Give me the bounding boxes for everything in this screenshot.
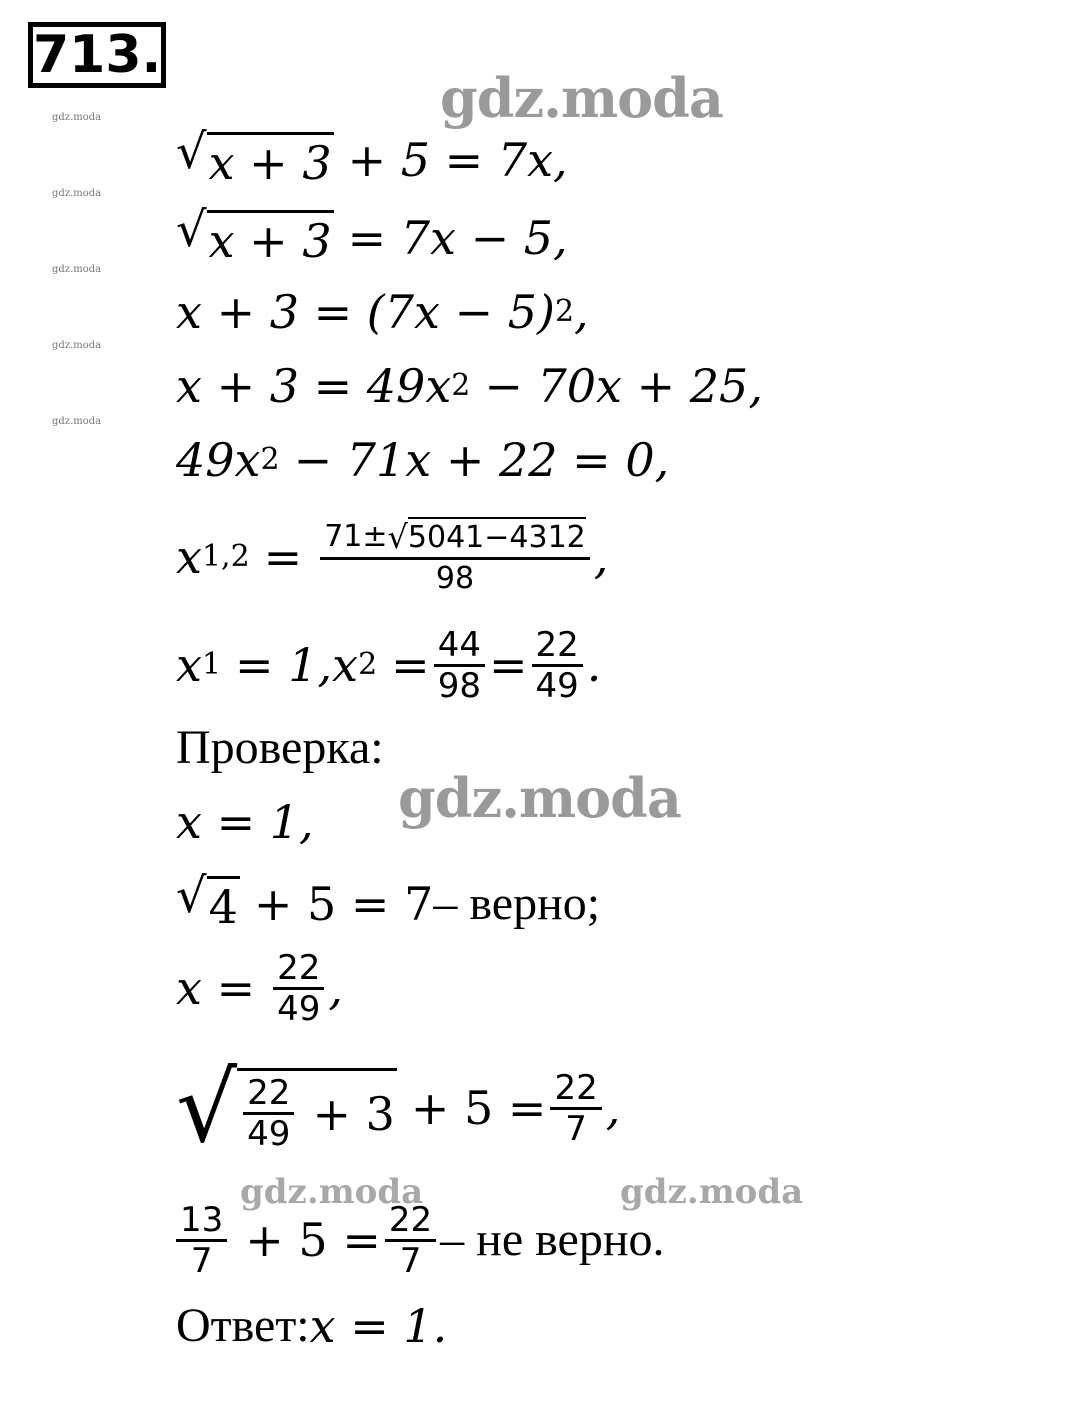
numerator: [320, 517, 590, 560]
sqrt: [176, 868, 240, 935]
punctuation: ,: [574, 285, 589, 339]
denominator: 7: [565, 1108, 587, 1149]
numerator: 22: [385, 1201, 436, 1242]
expression: + 5 =: [245, 1213, 381, 1267]
denominator: 7: [399, 1240, 422, 1281]
sqrt: [176, 124, 334, 191]
equation-line-13: [176, 1192, 665, 1288]
denominator: 7: [190, 1240, 213, 1281]
watermark-small: gdz.moda: [52, 264, 102, 275]
fraction: [273, 949, 324, 1028]
punctuation: .: [586, 638, 602, 692]
radical-sign: √: [176, 202, 207, 258]
check-label: Проверка:: [176, 721, 384, 774]
denominator: 98: [435, 560, 475, 596]
radicand: [237, 1068, 397, 1156]
answer-line: [176, 1298, 447, 1354]
fraction: [243, 1074, 294, 1153]
radicand: x + 3: [207, 210, 334, 269]
check-heading: [176, 720, 384, 776]
equation-line-9: [176, 794, 314, 850]
equation-line-12: [176, 1048, 620, 1168]
punctuation: ,: [605, 1081, 621, 1135]
equation-line-6: x 1,2 = 71± √ 5041−4312 98 ,: [176, 517, 609, 596]
problem-number: 713.: [28, 22, 166, 88]
fraction: [385, 1201, 436, 1280]
numerator: 22: [273, 949, 324, 990]
equation-line-4: x + 3 = 49x 2 − 70x + 25,: [176, 359, 763, 413]
watermark: gdz.moda: [398, 766, 681, 830]
answer-value: x = 1.: [309, 1299, 448, 1353]
answer-label: Ответ:: [176, 1299, 310, 1352]
equation-line-11: [176, 940, 343, 1036]
expression: x = 1,: [176, 795, 314, 849]
expression: x + 3 = 49x: [176, 359, 452, 413]
equals: =: [488, 638, 528, 692]
watermark-small: gdz.moda: [52, 340, 102, 351]
watermark-small: gdz.moda: [52, 416, 102, 427]
expression: + 3: [312, 1086, 395, 1141]
punctuation: ,: [593, 530, 609, 584]
verdict: – не верно.: [440, 1213, 665, 1266]
numerator: 44: [434, 626, 485, 667]
denominator: 98: [437, 665, 481, 706]
fraction: [532, 626, 583, 705]
watermark-small: gdz.moda: [52, 112, 102, 123]
numerator: 22: [243, 1074, 294, 1115]
verdict: – верно;: [433, 876, 601, 930]
variable: x: [332, 638, 359, 692]
radicand: 4: [207, 876, 240, 935]
numerator: 13: [176, 1201, 227, 1242]
radicand: x + 3: [207, 132, 334, 191]
expression: = 7x − 5,: [347, 210, 568, 265]
radical-sign: √: [176, 124, 207, 180]
watermark: gdz.moda: [440, 66, 723, 130]
numerator: 22: [532, 626, 583, 667]
expression: = 1,: [235, 638, 333, 692]
expression: − 71x + 22 = 0,: [293, 433, 670, 487]
fraction: [550, 1069, 601, 1148]
sqrt: [176, 202, 334, 269]
sqrt: [176, 1052, 397, 1164]
punctuation: ,: [328, 961, 343, 1015]
equals: =: [391, 638, 430, 692]
equals: =: [263, 530, 303, 584]
equation-line-5: 49x 2 − 71x + 22 = 0,: [176, 433, 670, 487]
denominator: 49: [277, 988, 321, 1029]
equation-line-7: x 1 = 1, x 2 = $\frac{44}{98}$ = $\frac{22}{49}$ .: [176, 624, 602, 706]
watermark: gdz.moda: [620, 1172, 804, 1212]
variable: x: [176, 638, 202, 692]
watermark: gdz.moda: [240, 1172, 424, 1212]
radical-sign: √: [176, 1052, 238, 1164]
radical-sign: √: [387, 517, 408, 556]
numerator: 22: [550, 1069, 601, 1110]
expression: x + 3 = (7x − 5): [176, 285, 555, 339]
fraction: [176, 1201, 227, 1280]
fraction: [434, 626, 485, 705]
equation-line-2: [176, 202, 568, 269]
expression: x =: [176, 961, 256, 1015]
denominator: 49: [247, 1114, 291, 1154]
fraction: [320, 517, 590, 598]
watermark-small: gdz.moda: [52, 188, 102, 199]
expression: 49x: [176, 433, 261, 487]
equation-line-10: [176, 868, 601, 935]
equation-line-3: x + 3 = (7x − 5) 2 ,: [176, 285, 589, 339]
variable: x: [176, 530, 202, 584]
expression: + 5 = 7: [253, 876, 434, 931]
numerator-part: 71±: [324, 518, 388, 554]
expression: − 70x + 25,: [484, 359, 763, 413]
expression: + 5 =: [410, 1081, 547, 1135]
radical-sign: √: [176, 868, 207, 924]
radicand: 5041−4312: [408, 517, 586, 557]
expression: + 5 = 7x,: [347, 132, 568, 187]
equation-line-1: [176, 124, 568, 191]
denominator: 49: [535, 665, 579, 706]
